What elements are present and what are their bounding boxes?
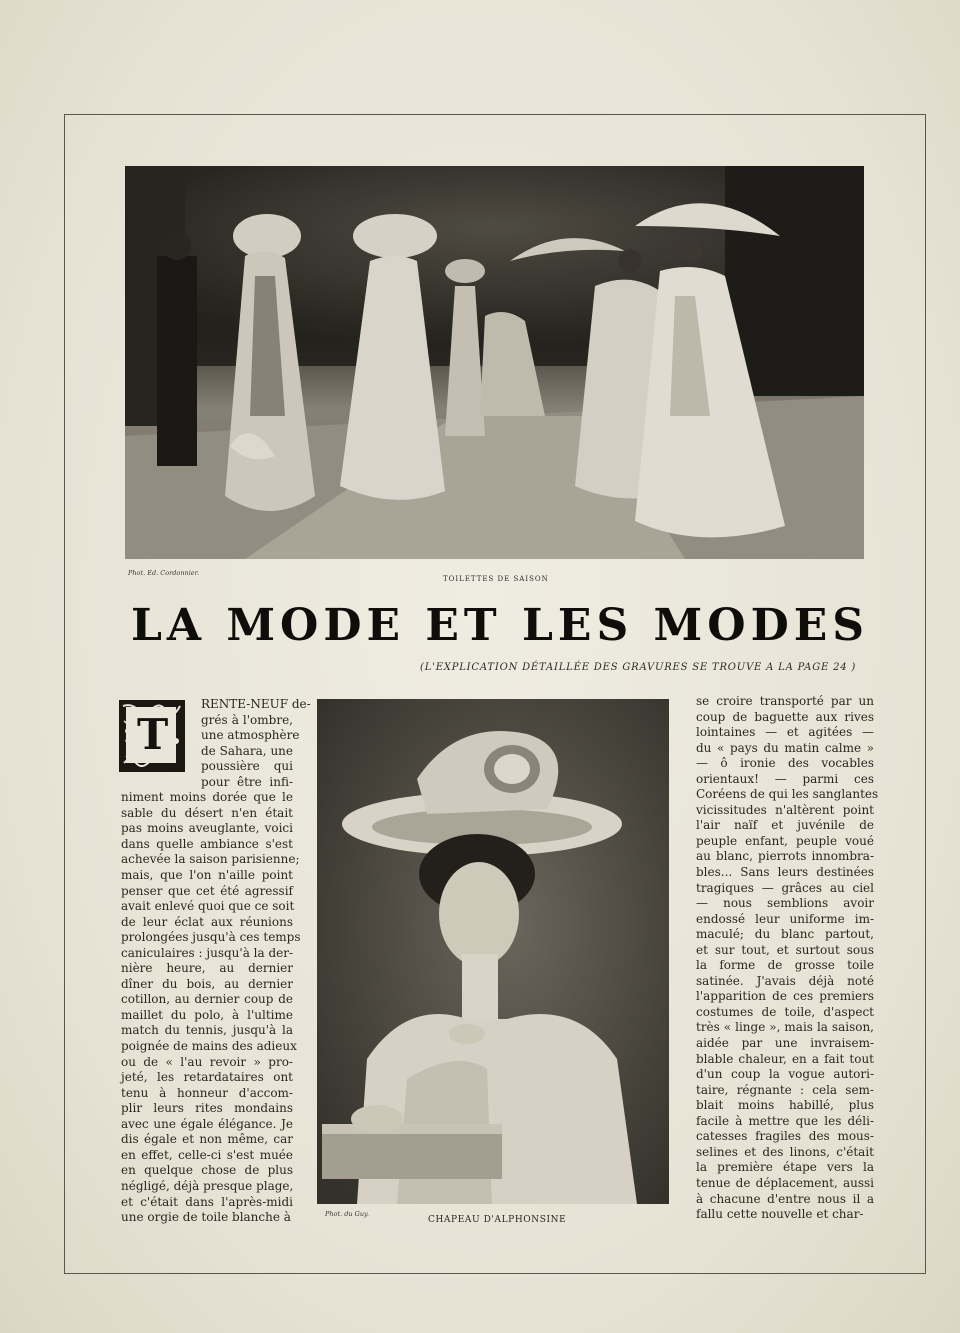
article-line: très « linge », mais la saison, bbox=[696, 1020, 874, 1035]
article-line: plir leurs rites mondains bbox=[121, 1101, 293, 1116]
article-line: lointaines — et agitées — bbox=[696, 725, 874, 740]
article-line: peuple enfant, peuple voué bbox=[696, 833, 874, 848]
article-line: mais, que l'on n'aille point bbox=[121, 868, 293, 883]
portrait-photo-credit: Phot. du Guy. bbox=[325, 1210, 369, 1218]
article-line: maillet du polo, à l'ultime bbox=[121, 1007, 293, 1022]
article-line: nière heure, au dernier bbox=[121, 961, 293, 976]
hat-portrait-photo bbox=[317, 699, 669, 1204]
article-line: maculé; du blanc partout, bbox=[696, 927, 874, 942]
article-line: coup de baguette aux rives bbox=[696, 709, 874, 724]
article-line: d'un coup la vogue autori- bbox=[696, 1067, 874, 1082]
article-line: achevée la saison parisienne; bbox=[121, 852, 300, 867]
article-line: taire, régnante : cela sem- bbox=[696, 1082, 874, 1097]
article-line: la forme de grosse toile bbox=[696, 958, 874, 973]
article-line: en effet, celle-ci s'est muée bbox=[121, 1147, 293, 1162]
article-line: la première étape vers la bbox=[696, 1160, 874, 1175]
article-line: prolongées jusqu'à ces temps bbox=[121, 930, 301, 945]
article-line: — nous semblions avoir bbox=[696, 896, 874, 911]
article-subtitle: (L'EXPLICATION DÉTAILLÉE DES GRAVURES SE TROUVE A LA PAGE 24 ) bbox=[420, 662, 857, 673]
article-line: ou de « l'au revoir » pro- bbox=[121, 1054, 293, 1069]
article-right-column bbox=[696, 694, 879, 1223]
article-line: poignée de mains des adieux bbox=[121, 1039, 297, 1054]
article-line: poussière qui bbox=[201, 759, 293, 774]
article-line: au blanc, pierrots innombra- bbox=[696, 849, 874, 864]
article-line: blable chaleur, en a fait tout bbox=[696, 1051, 874, 1066]
article-line: fallu cette nouvelle et char- bbox=[696, 1207, 864, 1222]
article-title: LA MODE ET LES MODES bbox=[130, 600, 870, 651]
article-line: endossé leur uniforme im- bbox=[696, 911, 874, 926]
article-line: vicissitudes n'altèrent point bbox=[696, 802, 874, 817]
drop-cap-letter: T bbox=[137, 710, 169, 759]
article-line: sable du désert n'en était bbox=[121, 805, 293, 820]
article-line: selines et des linons, c'était bbox=[696, 1144, 874, 1159]
article-line: négligé, déjà presque plage, bbox=[121, 1178, 294, 1193]
article-line: dis égale et non même, car bbox=[121, 1132, 293, 1147]
article-line: avec une égale élégance. Je bbox=[121, 1116, 293, 1131]
article-line: penser que cet été agressif bbox=[121, 883, 293, 898]
article-line: tragiques — grâces au ciel bbox=[696, 880, 874, 895]
article-line: satinée. J'avais déjà noté bbox=[696, 973, 874, 988]
article-line: Coréens de qui les sanglantes bbox=[696, 787, 879, 802]
top-photo-caption: TOILETTES DE SAISON bbox=[443, 575, 549, 583]
article-line: l'apparition de ces premiers bbox=[696, 989, 874, 1004]
seasonal-outfits-photo bbox=[125, 166, 864, 559]
article-line: costumes de toile, d'aspect bbox=[696, 1004, 874, 1019]
article-line: tenu à honneur d'accom- bbox=[121, 1085, 293, 1100]
article-line: blait moins habillé, plus bbox=[696, 1098, 874, 1113]
article-line: et sur tout, et surtout sous bbox=[696, 942, 874, 957]
article-line: — ô ironie des vocables bbox=[696, 756, 874, 771]
article-line: et c'était dans l'après-midi bbox=[121, 1194, 293, 1209]
article-line: à chacune d'entre nous il a bbox=[696, 1191, 874, 1206]
article-line: RENTE-NEUF de- bbox=[201, 697, 311, 711]
article-line: orientaux! — parmi ces bbox=[696, 771, 874, 786]
article-line: catesses fragiles des mous- bbox=[696, 1129, 874, 1144]
article-line: avait enlevé quoi que ce soit bbox=[121, 899, 295, 914]
article-line: du « pays du matin calme » bbox=[696, 740, 874, 755]
article-line: de Sahara, une bbox=[201, 743, 293, 758]
article-left-column bbox=[121, 697, 311, 1226]
article-line: de leur éclat aux réunions bbox=[121, 914, 293, 929]
article-line: niment moins dorée que le bbox=[121, 790, 293, 805]
article-line: bles... Sans leurs destinées bbox=[696, 865, 874, 880]
article-line: pas moins aveuglante, voici bbox=[121, 821, 293, 836]
article-line: jeté, les retardataires ont bbox=[121, 1070, 293, 1085]
article-line: une orgie de toile blanche à bbox=[121, 1210, 291, 1225]
article-line: aidée par une invraisem- bbox=[696, 1036, 874, 1051]
top-photo-credit: Phot. Ed. Cordonnier. bbox=[128, 569, 200, 577]
article-line: grés à l'ombre, bbox=[201, 712, 293, 727]
portrait-photo-caption: CHAPEAU D'ALPHONSINE bbox=[428, 1215, 567, 1225]
article-line: une atmosphère bbox=[201, 728, 300, 743]
article-line: match du tennis, jusqu'à la bbox=[121, 1023, 293, 1038]
article-line: caniculaires : jusqu'à la der- bbox=[121, 945, 294, 960]
article-line: facile à mettre que les déli- bbox=[696, 1113, 874, 1128]
article-line: pour être infi- bbox=[201, 774, 293, 789]
article-line: en quelque chose de plus bbox=[121, 1163, 293, 1178]
article-line: l'air naïf et juvénile de bbox=[696, 818, 874, 833]
article-line: se croire transporté par un bbox=[696, 694, 874, 708]
article-line: cotillon, au dernier coup de bbox=[121, 992, 293, 1007]
article-line: dîner du bois, au dernier bbox=[121, 976, 293, 991]
article-line: dans quelle ambiance s'est bbox=[121, 836, 293, 851]
article-line: tenue de déplacement, aussi bbox=[696, 1175, 874, 1190]
